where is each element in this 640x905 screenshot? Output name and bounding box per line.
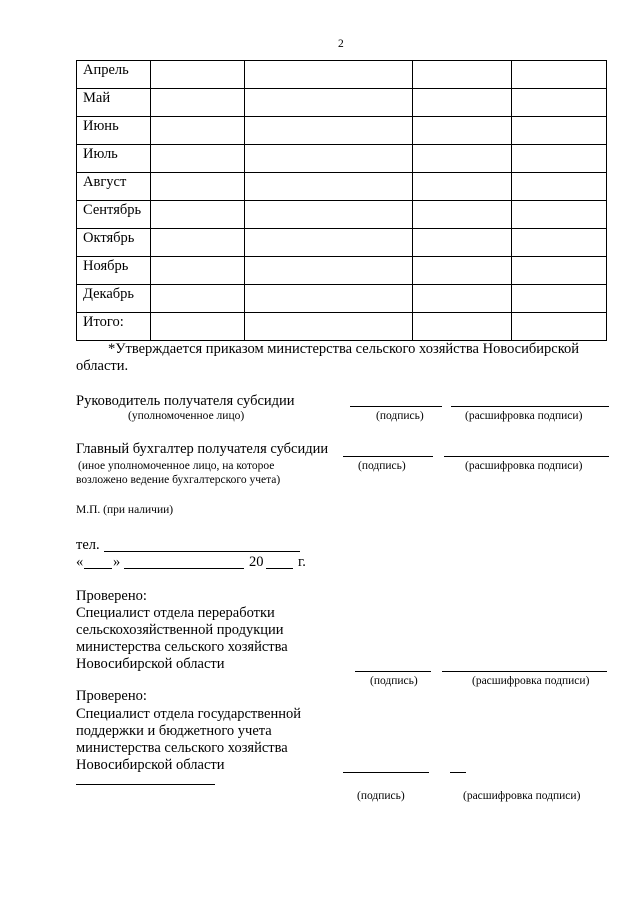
month-cell: Ноябрь (77, 257, 151, 285)
footnote-separator-line (76, 784, 215, 785)
empty-cell (413, 229, 512, 257)
empty-cell (245, 145, 413, 173)
empty-cell (151, 201, 245, 229)
date-open-quote: « (76, 554, 84, 570)
head-decoding-line (451, 406, 609, 407)
table-row (77, 173, 607, 201)
date-year-prefix: 20 (249, 554, 264, 570)
date-close-quote: » (113, 554, 121, 570)
empty-cell (245, 117, 413, 145)
phone-label: тел. (76, 537, 100, 553)
empty-cell (151, 173, 245, 201)
empty-cell (413, 285, 512, 313)
empty-cell (512, 61, 607, 89)
check2-line-1: Специалист отдела государственной (76, 706, 301, 722)
accountant-title: Главный бухгалтер получателя субсидии (76, 441, 329, 457)
date-year-line (266, 568, 293, 569)
empty-cell (413, 173, 512, 201)
empty-cell (512, 257, 607, 285)
empty-cell (512, 313, 607, 341)
month-cell: Декабрь (77, 285, 151, 313)
empty-cell (245, 313, 413, 341)
check1-decoding-line (442, 671, 607, 672)
check2-decoding-line (450, 772, 466, 773)
empty-cell (151, 229, 245, 257)
empty-cell (245, 89, 413, 117)
empty-cell (151, 257, 245, 285)
empty-cell (151, 285, 245, 313)
empty-cell (245, 173, 413, 201)
head-title: Руководитель получателя субсидии (76, 393, 295, 409)
table-row (77, 285, 607, 313)
check1-signature-line (355, 671, 431, 672)
check2-decoding-caption: (расшифровка подписи) (463, 790, 581, 802)
monthly-table (76, 60, 607, 341)
footnote-line-1: *Утверждается приказом министерства сельского хозяйства Новосибирской (108, 341, 580, 357)
empty-cell (413, 89, 512, 117)
accountant-signature-line (343, 456, 433, 457)
check2-signature-caption: (подпись) (357, 790, 405, 802)
head-subtitle: (уполномоченное лицо) (128, 410, 245, 422)
empty-cell (512, 285, 607, 313)
check2-line-3: министерства сельского хозяйства (76, 740, 288, 756)
month-cell: Октябрь (77, 229, 151, 257)
empty-cell (512, 145, 607, 173)
empty-cell (512, 89, 607, 117)
empty-cell (512, 173, 607, 201)
month-cell: Май (77, 89, 151, 117)
empty-cell (245, 285, 413, 313)
head-signature-line (350, 406, 442, 407)
empty-cell (413, 313, 512, 341)
head-decoding-caption: (расшифровка подписи) (465, 410, 583, 422)
table-row (77, 201, 607, 229)
empty-cell (245, 201, 413, 229)
table-row (77, 61, 607, 89)
check1-line-2: сельскохозяйственной продукции (76, 622, 284, 638)
footnote-line-2: области. (76, 358, 129, 374)
table-row (77, 89, 607, 117)
date-month-line (124, 568, 244, 569)
empty-cell (245, 229, 413, 257)
empty-cell (413, 145, 512, 173)
check1-decoding-caption: (расшифровка подписи) (472, 675, 590, 687)
check1-signature-caption: (подпись) (370, 675, 418, 687)
month-cell: Апрель (77, 61, 151, 89)
date-year-suffix: г. (298, 554, 306, 570)
accountant-decoding-line (444, 456, 609, 457)
empty-cell (151, 61, 245, 89)
month-cell: Июнь (77, 117, 151, 145)
empty-cell (151, 117, 245, 145)
month-cell: Сентябрь (77, 201, 151, 229)
check2-signature-line (343, 772, 429, 773)
empty-cell (512, 201, 607, 229)
empty-cell (413, 117, 512, 145)
accountant-signature-caption: (подпись) (358, 460, 406, 472)
table-row (77, 145, 607, 173)
empty-cell (151, 89, 245, 117)
check1-line-1: Специалист отдела переработки (76, 605, 275, 621)
accountant-note-line-2: возложено ведение бухгалтерского учета) (76, 474, 281, 486)
empty-cell (151, 145, 245, 173)
empty-cell (512, 229, 607, 257)
table-row (77, 257, 607, 285)
check1-line-3: министерства сельского хозяйства (76, 639, 288, 655)
table-row (77, 313, 607, 341)
phone-line (104, 551, 300, 552)
accountant-note-line-1: (иное уполномоченное лицо, на которое (78, 460, 275, 472)
empty-cell (413, 201, 512, 229)
date-day-line (84, 568, 112, 569)
head-signature-caption: (подпись) (376, 410, 424, 422)
table-row (77, 229, 607, 257)
month-cell: Итого: (77, 313, 151, 341)
check1-line-4: Новосибирской области (76, 656, 225, 672)
page-number: 2 (338, 38, 344, 50)
stamp-label: М.П. (при наличии) (76, 504, 174, 516)
empty-cell (151, 313, 245, 341)
table-row (77, 117, 607, 145)
empty-cell (512, 117, 607, 145)
month-cell: Июль (77, 145, 151, 173)
check2-line-4: Новосибирской области (76, 757, 225, 773)
empty-cell (245, 61, 413, 89)
month-cell: Август (77, 173, 151, 201)
check1-label: Проверено: (76, 588, 147, 604)
check2-line-2: поддержки и бюджетного учета (76, 723, 272, 739)
empty-cell (245, 257, 413, 285)
accountant-decoding-caption: (расшифровка подписи) (465, 460, 583, 472)
check2-label: Проверено: (76, 688, 147, 704)
empty-cell (413, 61, 512, 89)
empty-cell (413, 257, 512, 285)
